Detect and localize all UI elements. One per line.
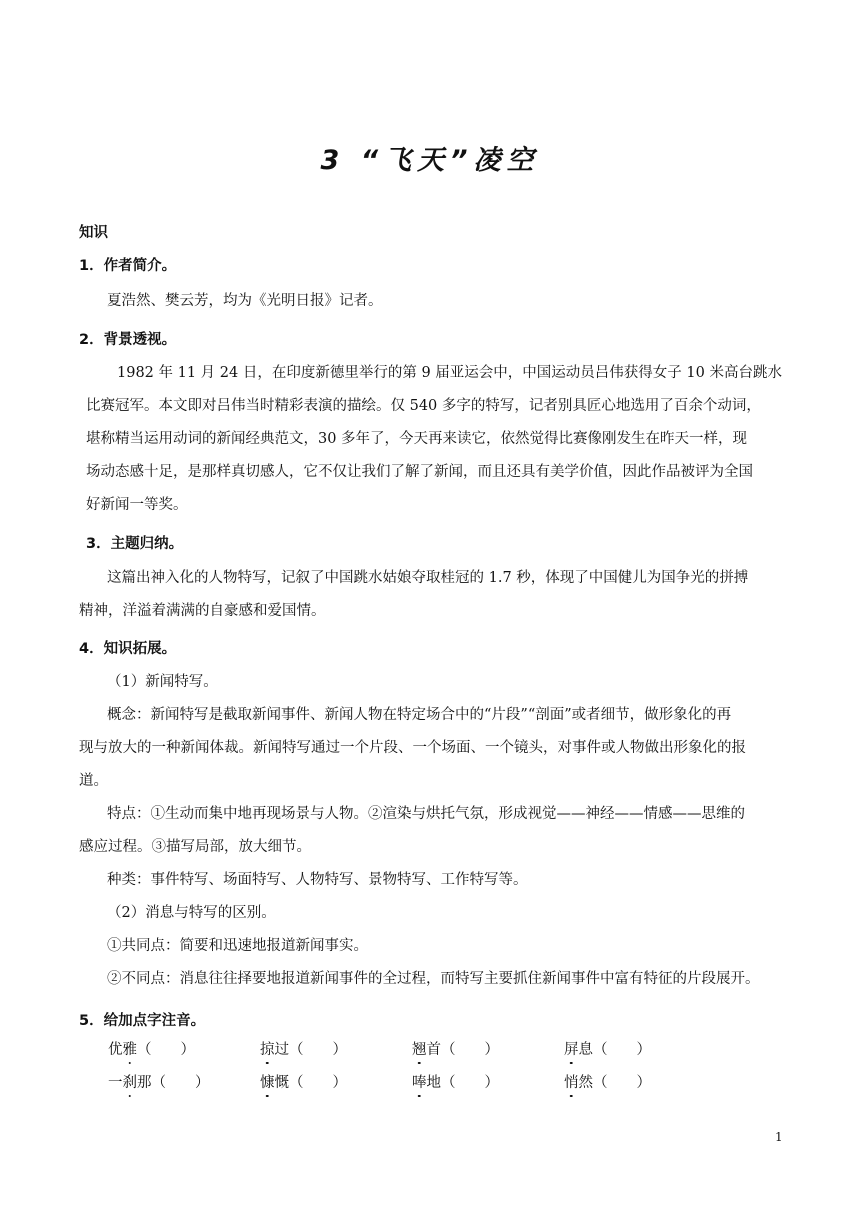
text-line: 堪称精当运用动词的新闻经典范文，30 多年了，今天再来读它，依然觉得比赛像刚发生在昨天一样，现 xyxy=(86,431,748,447)
text-line: 比赛冠军。本文即对吕伟当时精彩表演的描绘。仅 540 多字的特写，记者别具匠心地选用了百余个动词， xyxy=(86,398,761,414)
subheading-difference: （2）消息与特写的区别。 xyxy=(107,905,276,921)
pinyin-item: 优雅（ ） xyxy=(108,1042,195,1058)
author-text: 夏浩然、樊云芳，均为《光明日报》记者。 xyxy=(107,293,383,309)
text-line: 特点：①生动而集中地再现场景与人物。②渲染与烘托气氛，形成视觉——神经——情感——思维的 xyxy=(107,806,745,822)
pinyin-item: 掠过（ ） xyxy=(260,1042,347,1058)
text-line: 场动态感十足，是那样真切感人，它不仅让我们了解了新闻，而且还具有美学价值，因此作品被评为全国 xyxy=(86,464,753,480)
text-line: 这篇出神入化的人物特写，记叙了中国跳水姑娘夺取桂冠的 1.7 秒，体现了中国健儿为国争光的拼搏 xyxy=(107,570,749,586)
pinyin-item: 悄然（ ） xyxy=(564,1075,651,1091)
page-number: 1 xyxy=(775,1130,783,1144)
page-title: 3 “飞天”凌空 xyxy=(320,145,540,176)
text-line: ①共同点：简要和迅速地报道新闻事实。 xyxy=(107,938,368,954)
knowledge-paragraph xyxy=(79,666,783,996)
text-line: 概念：新闻特写是截取新闻事件、新闻人物在特定场合中的“片段”“剖面”或者细节，做形象化的再 xyxy=(107,707,732,723)
heading-knowledge: 4．知识拓展。 xyxy=(79,641,177,657)
section-label: 知识 xyxy=(79,225,108,241)
heading-pinyin: 5．给加点字注音。 xyxy=(79,1013,206,1029)
theme-paragraph xyxy=(79,562,783,628)
heading-author: 1．作者简介。 xyxy=(79,258,177,274)
pinyin-item: 一刹那（ ） xyxy=(108,1075,210,1091)
text-line: 现与放大的一种新闻体裁。新闻特写通过一个片段、一个场面、一个镜头，对事件或人物做出形象化的报 xyxy=(79,740,746,756)
heading-theme: 3．主题归纳。 xyxy=(86,536,184,552)
text-line: 种类：事件特写、场面特写、人物特写、景物特写、工作特写等。 xyxy=(107,872,528,888)
background-paragraph xyxy=(79,357,783,522)
pinyin-item: 翘首（ ） xyxy=(412,1042,499,1058)
pinyin-item: 屏息（ ） xyxy=(564,1042,651,1058)
heading-background: 2．背景透视。 xyxy=(79,332,177,348)
text-line: 道。 xyxy=(79,773,108,789)
text-line: 好新闻一等奖。 xyxy=(86,497,188,513)
text-line: ②不同点：消息往往择要地报道新闻事件的全过程，而特写主要抓住新闻事件中富有特征的片段展开。 xyxy=(107,971,760,987)
subheading-feature: （1）新闻特写。 xyxy=(107,674,218,690)
text-line: 感应过程。③描写局部，放大细节。 xyxy=(79,839,311,855)
pinyin-item: 唪地（ ） xyxy=(412,1075,499,1091)
text-line: 1982 年 11 月 24 日，在印度新德里举行的第 9 届亚运会中，中国运动员吕伟获得女子 10 米高台跳水 xyxy=(117,365,782,381)
pinyin-item: 慷慨（ ） xyxy=(260,1075,347,1091)
text-line: 精神，洋溢着满满的自豪感和爱国情。 xyxy=(79,603,326,619)
